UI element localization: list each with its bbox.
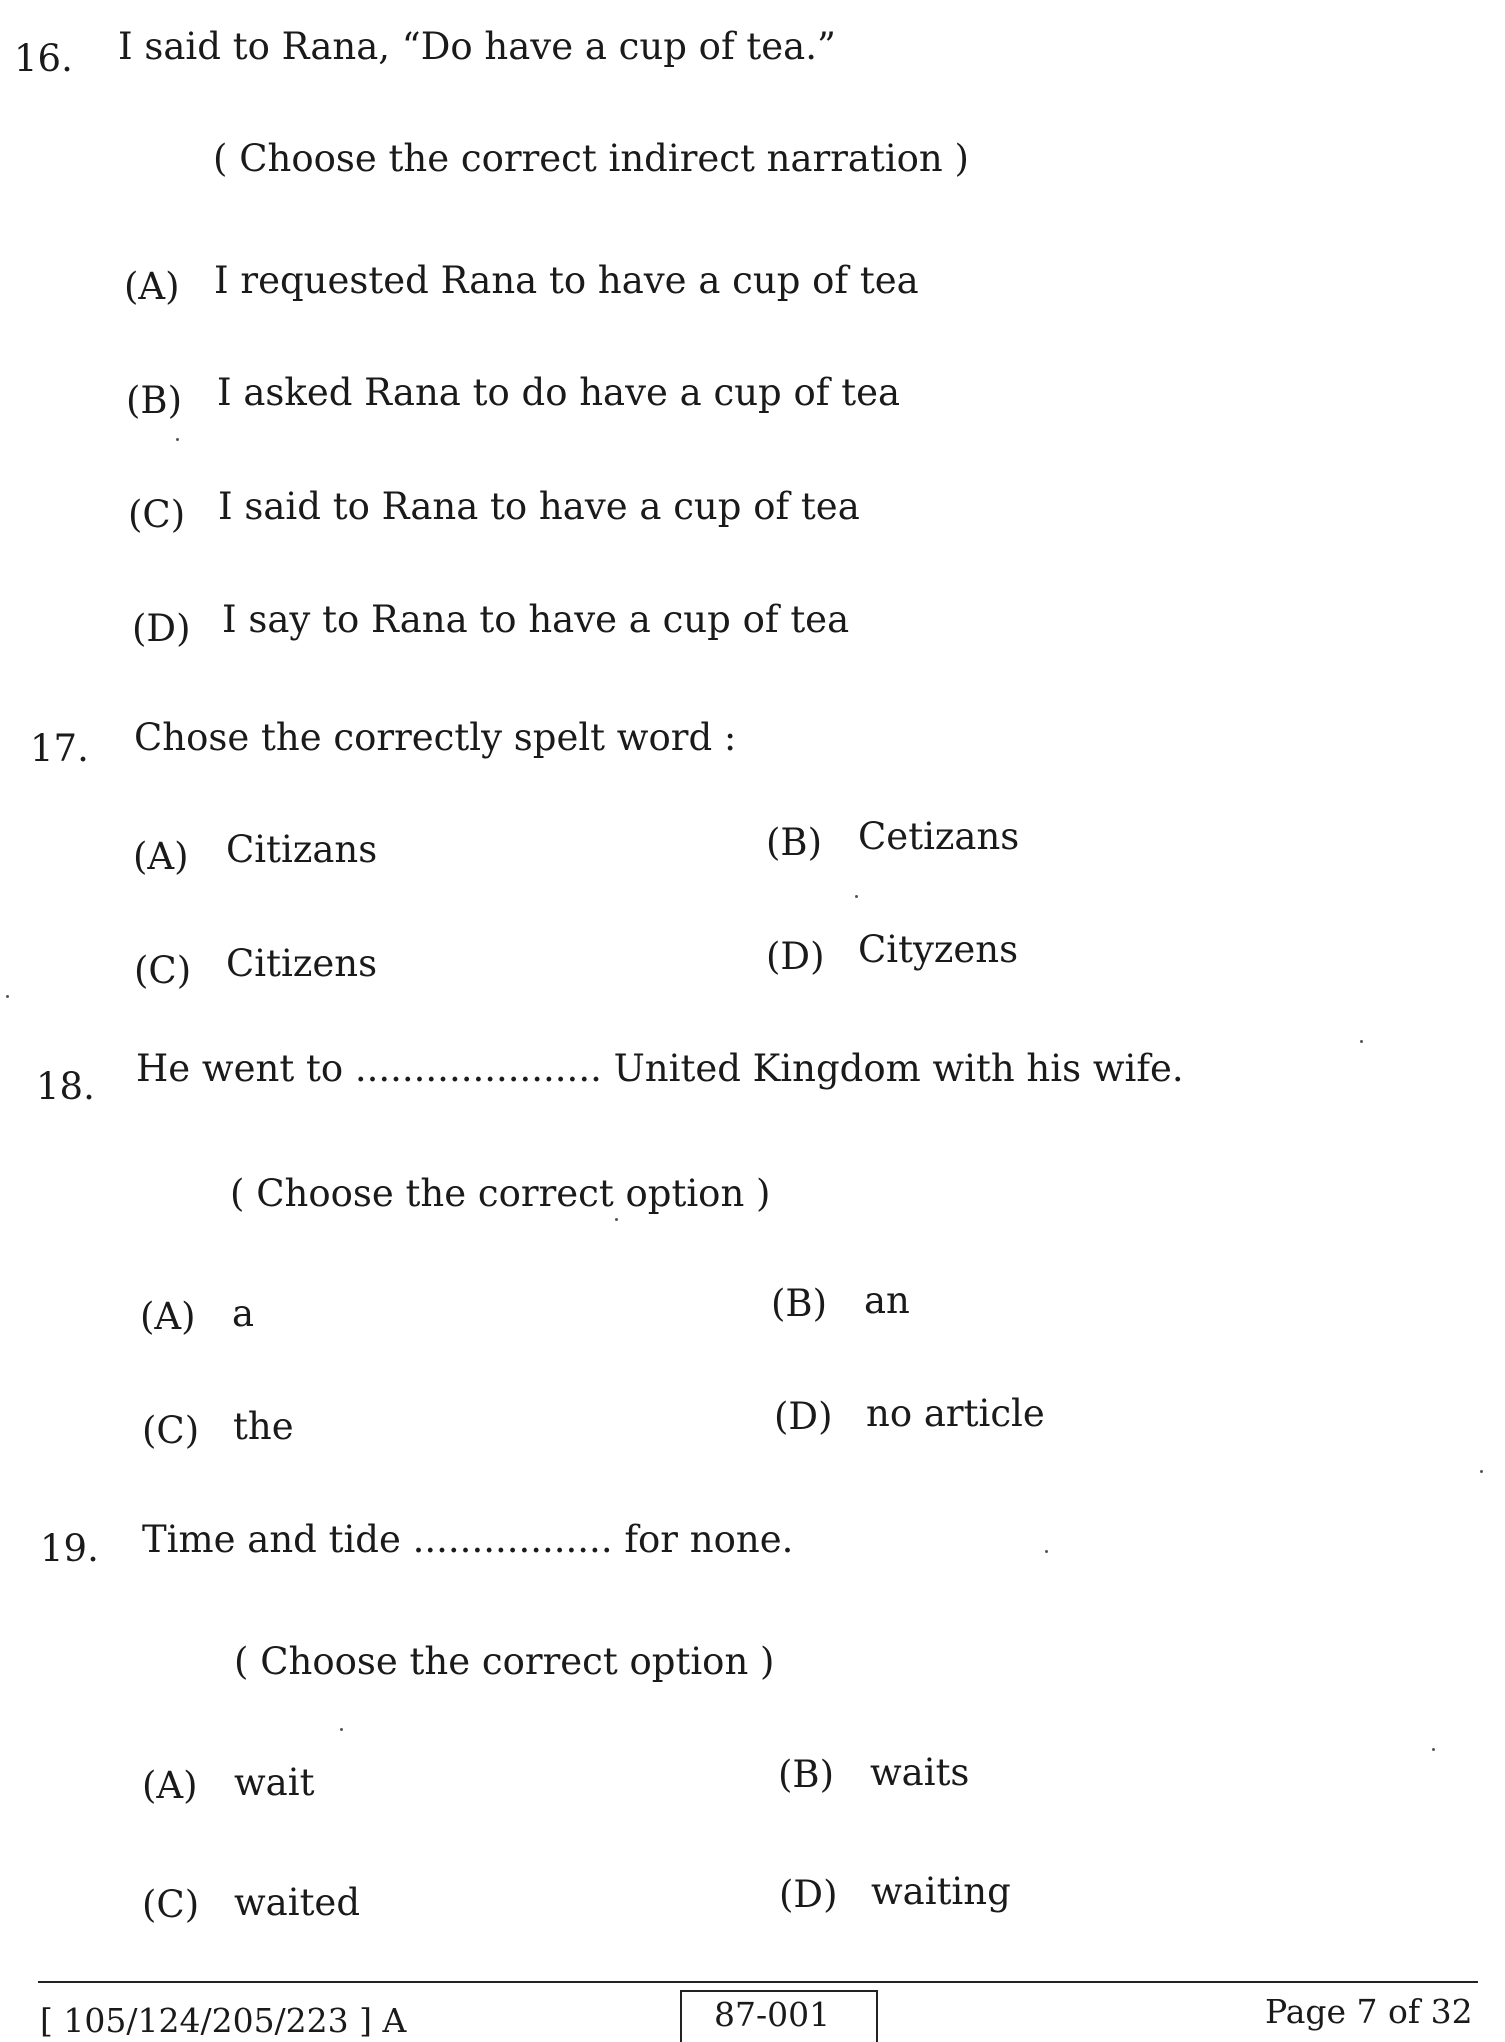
option-text: Cityzens bbox=[858, 928, 1019, 971]
option-text: no article bbox=[866, 1392, 1045, 1435]
option-text: waited bbox=[234, 1881, 361, 1924]
option-letter: (D) bbox=[766, 935, 825, 978]
option-text: waiting bbox=[871, 1870, 1011, 1913]
footer-rule bbox=[38, 1981, 1478, 1983]
option-text: I requested Rana to have a cup of tea bbox=[214, 259, 919, 302]
question-number: 19. bbox=[40, 1527, 99, 1570]
question-text: I said to Rana, “Do have a cup of tea.” bbox=[118, 25, 836, 68]
option-letter: (C) bbox=[142, 1409, 200, 1452]
option-letter: (A) bbox=[140, 1295, 196, 1338]
option-letter: (B) bbox=[766, 821, 823, 864]
option-text: Cetizans bbox=[858, 815, 1020, 858]
option-letter: (D) bbox=[779, 1873, 838, 1916]
option-text: waits bbox=[870, 1751, 970, 1794]
option-text: wait bbox=[234, 1761, 315, 1804]
option-letter: (A) bbox=[124, 265, 180, 308]
option-letter: (A) bbox=[133, 835, 189, 878]
option-text: a bbox=[232, 1292, 255, 1335]
option-text: an bbox=[864, 1279, 910, 1322]
option-letter: (D) bbox=[132, 607, 191, 650]
option-letter: (B) bbox=[771, 1282, 828, 1325]
option-letter: (A) bbox=[142, 1764, 198, 1807]
question-text: Time and tide ................. for none. bbox=[142, 1518, 794, 1561]
question-instruction: ( Choose the correct option ) bbox=[230, 1172, 771, 1215]
question-number: 18. bbox=[36, 1065, 95, 1108]
option-letter: (D) bbox=[774, 1395, 833, 1438]
question-instruction: ( Choose the correct option ) bbox=[234, 1640, 775, 1683]
question-number: 16. bbox=[14, 37, 73, 80]
option-text: the bbox=[233, 1405, 294, 1448]
option-text: I say to Rana to have a cup of tea bbox=[222, 598, 850, 641]
option-letter: (C) bbox=[128, 493, 186, 536]
option-letter: (B) bbox=[126, 379, 183, 422]
question-instruction: ( Choose the correct indirect narration ) bbox=[213, 137, 969, 180]
paper-code: 87-001 bbox=[714, 1995, 831, 2034]
question-text: Chose the correctly spelt word : bbox=[134, 716, 737, 759]
option-text: I said to Rana to have a cup of tea bbox=[218, 485, 860, 528]
paper-reference: [ 105/124/205/223 ] A bbox=[40, 2001, 407, 2040]
page-number: Page 7 of 32 bbox=[1265, 1992, 1473, 2031]
option-letter: (C) bbox=[134, 949, 192, 992]
question-text: He went to ..................... United Kingdom with his wife. bbox=[136, 1047, 1184, 1090]
option-text: I asked Rana to do have a cup of tea bbox=[217, 371, 901, 414]
option-letter: (C) bbox=[142, 1883, 200, 1926]
option-letter: (B) bbox=[778, 1753, 835, 1796]
option-text: Citizans bbox=[226, 828, 378, 871]
option-text: Citizens bbox=[226, 942, 378, 985]
question-number: 17. bbox=[30, 727, 89, 770]
